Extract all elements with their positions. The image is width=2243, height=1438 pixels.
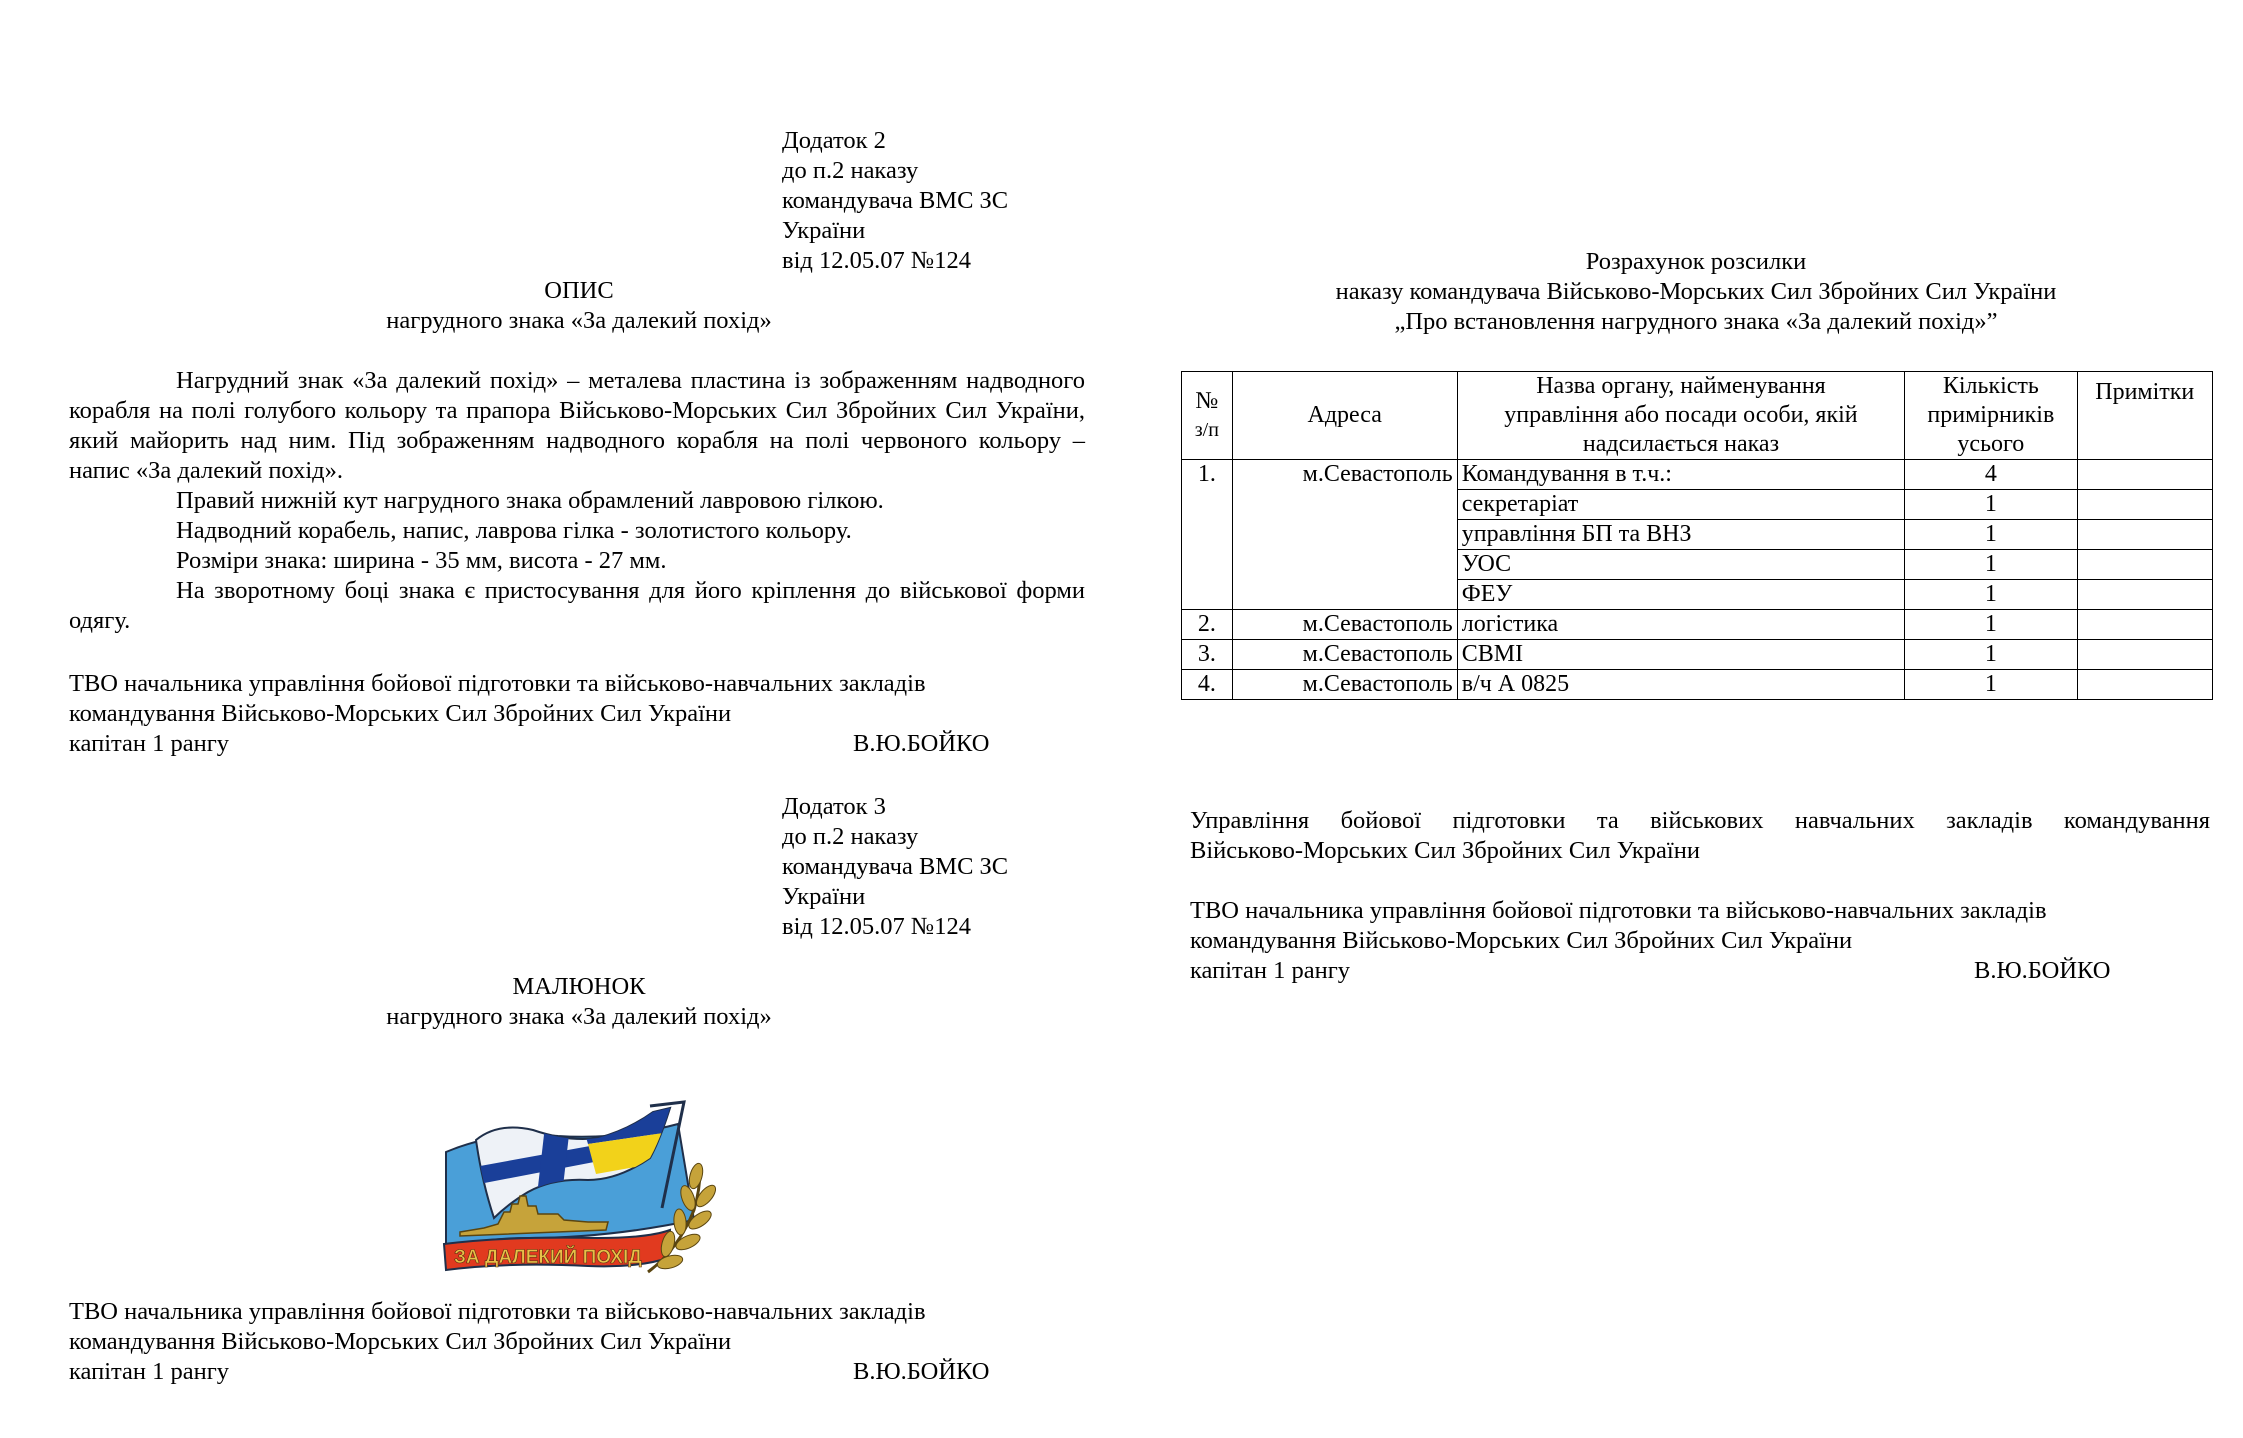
distribution-title-line: наказу командувача Військово-Морських Сил Збройних Сил України bbox=[1335, 278, 2057, 305]
header-num bbox=[1182, 372, 1233, 460]
signature-rank: капітан 1 рангу bbox=[1190, 957, 1351, 984]
row-address: м.Севастополь bbox=[1232, 640, 1457, 670]
signature-rank-row bbox=[69, 1357, 1089, 1387]
appendix2-subtitle: нагрудного знака «За далекий похід» bbox=[386, 307, 772, 334]
row-address: м.Севастополь bbox=[1232, 670, 1457, 700]
appendix2-signature bbox=[69, 669, 1089, 759]
row-recipient: в/ч А 0825 bbox=[1457, 670, 1904, 700]
row-recipient: ФЕУ bbox=[1457, 580, 1904, 610]
row-notes bbox=[2077, 460, 2213, 490]
body-paragraph: Надводний корабель, напис, лаврова гілка - золотистого кольору. bbox=[176, 517, 852, 544]
stamp-line: від 12.05.07 №124 bbox=[782, 913, 971, 940]
signature-line: ТВО начальника управління бойової підготовки та військово-навчальних закладів bbox=[69, 1298, 926, 1325]
appendix2-title: ОПИС bbox=[544, 277, 614, 304]
table-row bbox=[1182, 640, 2213, 670]
header-name-line: надсилається наказ bbox=[1582, 431, 1780, 457]
body-paragraph: Розміри знака: ширина - 35 мм, висота - 27 мм. bbox=[176, 547, 667, 574]
row-notes bbox=[2077, 490, 2213, 520]
header-address: Адреса bbox=[1232, 372, 1457, 460]
header-name bbox=[1457, 372, 1904, 460]
row-copies: 1 bbox=[1905, 610, 2077, 640]
appendix3-stamp bbox=[782, 792, 1008, 942]
appendix2-stamp bbox=[782, 126, 1008, 276]
signature-line: командування Військово-Морських Сил Збройних Сил України bbox=[69, 700, 732, 727]
stamp-line: України bbox=[782, 883, 866, 910]
header-name-line: Назва органу, найменування bbox=[1536, 373, 1826, 399]
distribution-title-line: „Про встановлення нагрудного знака «За далекий похід»” bbox=[1394, 308, 1998, 335]
stamp-line: командувача ВМС ЗС bbox=[782, 853, 1009, 880]
row-recipient: секретаріат bbox=[1457, 490, 1904, 520]
row-recipient: логістика bbox=[1457, 610, 1904, 640]
stamp-line: України bbox=[782, 217, 866, 244]
header-copies-line: примірників bbox=[1927, 402, 2055, 428]
row-notes bbox=[2077, 580, 2213, 610]
signature-name: В.Ю.БОЙКО bbox=[1974, 957, 2111, 984]
signature-line: ТВО начальника управління бойової підготовки та військово-навчальних закладів bbox=[1190, 897, 2047, 924]
signature-line: командування Військово-Морських Сил Збройних Сил України bbox=[69, 1328, 732, 1355]
row-copies: 1 bbox=[1905, 670, 2077, 700]
row-notes bbox=[2077, 640, 2213, 670]
appendix2-body bbox=[69, 366, 1085, 636]
stamp-line: до п.2 наказу bbox=[782, 823, 919, 850]
body-paragraph: На зворотному боці знака є пристосування для його кріплення до військової форми одягу. bbox=[69, 577, 1085, 634]
row-notes bbox=[2077, 610, 2213, 640]
header-name-line: управління або посади особи, якій bbox=[1504, 402, 1858, 428]
row-num: 1. bbox=[1182, 460, 1233, 610]
row-recipient: управління БП та ВНЗ bbox=[1457, 520, 1904, 550]
distribution-signature bbox=[1190, 896, 2210, 986]
row-recipient: СВМІ bbox=[1457, 640, 1904, 670]
header-copies-line: Кількість bbox=[1942, 373, 2039, 399]
table-row bbox=[1182, 670, 2213, 700]
body-paragraph: Правий нижній кут нагрудного знака обрамлений лавровою гілкою. bbox=[176, 487, 884, 514]
appendix3-subtitle: нагрудного знака «За далекий похід» bbox=[386, 1003, 772, 1030]
row-recipient: УОС bbox=[1457, 550, 1904, 580]
row-num: 4. bbox=[1182, 670, 1233, 700]
table-row bbox=[1182, 460, 2213, 490]
signature-name: В.Ю.БОЙКО bbox=[853, 730, 990, 757]
header-num-line: № bbox=[1195, 387, 1219, 414]
signature-name: В.Ю.БОЙКО bbox=[853, 1358, 990, 1385]
signature-line: ТВО начальника управління бойової підготовки та військово-навчальних закладів bbox=[69, 670, 926, 697]
footer-org-line: Військово-Морських Сил Збройних Сил України bbox=[1190, 837, 1700, 864]
signature-rank-row bbox=[69, 729, 1089, 759]
row-copies: 4 bbox=[1905, 460, 2077, 490]
row-copies: 1 bbox=[1905, 520, 2077, 550]
body-paragraph: Нагрудний знак «За далекий похід» – металева пластина із зображенням надводного корабля на полі голубого кольору та прапора Військово-Морських Сил Збройних Сил України, який майорить над ним. Під зображенням надводного корабля на полі червоного кольору – напис «За далекий похід». bbox=[69, 367, 1085, 484]
header-copies-line: усього bbox=[1957, 431, 2025, 457]
row-notes bbox=[2077, 670, 2213, 700]
signature-line: командування Військово-Морських Сил Збройних Сил України bbox=[1190, 927, 1853, 954]
row-num: 3. bbox=[1182, 640, 1233, 670]
distribution-table bbox=[1181, 371, 2213, 700]
row-copies: 1 bbox=[1905, 550, 2077, 580]
stamp-line: командувача ВМС ЗС bbox=[782, 187, 1009, 214]
row-address: м.Севастополь bbox=[1232, 610, 1457, 640]
distribution-footer-org bbox=[1190, 806, 2210, 866]
header-num-line: з/п bbox=[1194, 418, 1219, 441]
row-address: м.Севастополь bbox=[1232, 460, 1457, 610]
appendix3-signature bbox=[69, 1297, 1089, 1387]
row-num: 2. bbox=[1182, 610, 1233, 640]
appendix3-title: МАЛЮНОК bbox=[512, 973, 646, 1000]
signature-rank: капітан 1 рангу bbox=[69, 1358, 230, 1385]
row-recipient: Командування в т.ч.: bbox=[1457, 460, 1904, 490]
row-copies: 1 bbox=[1905, 490, 2077, 520]
footer-org-line: Управління бойової підготовки та військових навчальних закладів командування bbox=[1190, 807, 2210, 834]
signature-rank: капітан 1 рангу bbox=[69, 730, 230, 757]
row-notes bbox=[2077, 550, 2213, 580]
row-copies: 1 bbox=[1905, 580, 2077, 610]
badge-ribbon-text: ЗА ДАЛЕКИЙ ПОХІД bbox=[454, 1247, 642, 1268]
stamp-line: Додаток 3 bbox=[782, 793, 886, 820]
badge-image bbox=[438, 1100, 718, 1275]
header-copies bbox=[1905, 372, 2077, 460]
row-copies: 1 bbox=[1905, 640, 2077, 670]
distribution-title: Розрахунок розсилки bbox=[1585, 248, 1807, 275]
stamp-line: Додаток 2 bbox=[782, 127, 886, 154]
header-notes: Примітки bbox=[2077, 372, 2213, 460]
stamp-line: до п.2 наказу bbox=[782, 157, 919, 184]
table-header-row bbox=[1182, 372, 2213, 460]
table-row bbox=[1182, 610, 2213, 640]
stamp-line: від 12.05.07 №124 bbox=[782, 247, 971, 274]
signature-rank-row bbox=[1190, 956, 2210, 986]
row-notes bbox=[2077, 520, 2213, 550]
